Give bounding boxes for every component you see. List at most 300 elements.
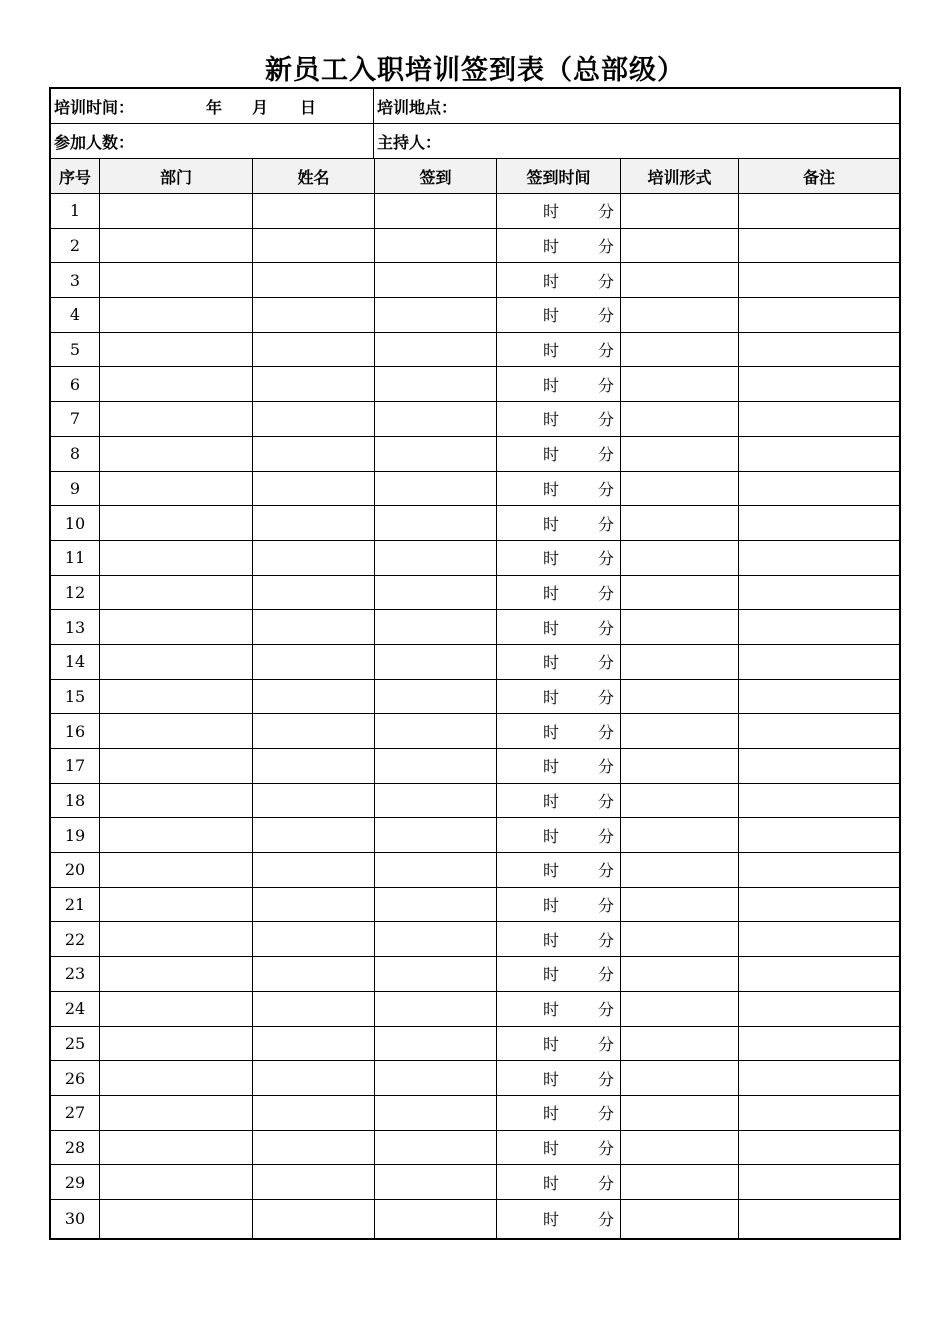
signature-cell[interactable]: [375, 645, 497, 679]
hour-label: 时: [543, 930, 560, 950]
department-cell[interactable]: [100, 992, 253, 1026]
hour-label: 时: [543, 618, 560, 638]
host-label: 主持人：: [377, 132, 442, 152]
minute-label: 分: [598, 861, 615, 881]
department-cell[interactable]: [100, 888, 253, 922]
department-cell[interactable]: [100, 680, 253, 714]
department-cell[interactable]: [100, 1165, 253, 1199]
header-remarks: 备注: [802, 167, 835, 187]
signature-cell[interactable]: [375, 263, 497, 297]
department-cell[interactable]: [100, 714, 253, 748]
remarks-cell[interactable]: [739, 680, 899, 714]
minute-label: 分: [598, 237, 615, 257]
row-number: 24: [51, 992, 100, 1026]
training-format-cell[interactable]: [621, 437, 739, 471]
hour-label: 时: [543, 202, 560, 222]
sign-time-cell[interactable]: [497, 298, 621, 332]
signature-cell[interactable]: [375, 610, 497, 644]
training-location-field[interactable]: [374, 89, 899, 123]
table-row: [51, 922, 899, 957]
table-row: [51, 957, 899, 992]
name-cell[interactable]: [253, 367, 375, 401]
table-row: [51, 818, 899, 853]
remarks-cell[interactable]: [739, 263, 899, 297]
table-row: [51, 714, 899, 749]
signature-cell[interactable]: [375, 298, 497, 332]
department-cell[interactable]: [100, 367, 253, 401]
sign-time-cell[interactable]: [497, 367, 621, 401]
name-cell[interactable]: [253, 610, 375, 644]
department-cell[interactable]: [100, 1061, 253, 1095]
minute-label: 分: [598, 479, 615, 499]
table-row: [51, 1061, 899, 1096]
remarks-cell[interactable]: [739, 749, 899, 783]
training-format-cell[interactable]: [621, 1165, 739, 1199]
sign-time-cell[interactable]: [497, 922, 621, 956]
sign-time-cell[interactable]: [497, 1165, 621, 1199]
table-row: [51, 402, 899, 437]
remarks-cell[interactable]: [739, 506, 899, 540]
sign-time-cell[interactable]: [497, 1027, 621, 1061]
table-row: [51, 367, 899, 402]
remarks-cell[interactable]: [739, 922, 899, 956]
hour-label: 时: [543, 445, 560, 465]
hour-label: 时: [543, 514, 560, 534]
row-number: 4: [51, 298, 100, 332]
row-number: 16: [51, 714, 100, 748]
hour-label: 时: [543, 341, 560, 361]
department-cell[interactable]: [100, 645, 253, 679]
minute-label: 分: [598, 687, 615, 707]
minute-label: 分: [598, 1000, 615, 1020]
remarks-cell[interactable]: [739, 1131, 899, 1165]
department-cell[interactable]: [100, 610, 253, 644]
minute-label: 分: [598, 826, 615, 846]
minute-label: 分: [598, 653, 615, 673]
sign-time-cell[interactable]: [497, 957, 621, 991]
training-format-cell[interactable]: [621, 402, 739, 436]
remarks-cell[interactable]: [739, 853, 899, 887]
training-format-cell[interactable]: [621, 749, 739, 783]
table-row: [51, 263, 899, 298]
department-cell[interactable]: [100, 784, 253, 818]
minute-label: 分: [598, 306, 615, 326]
training-format-cell[interactable]: [621, 263, 739, 297]
table-row: [51, 541, 899, 576]
table-row: [51, 992, 899, 1027]
minute-label: 分: [598, 410, 615, 430]
sign-time-cell[interactable]: [497, 333, 621, 367]
table-row: [51, 1027, 899, 1062]
department-cell[interactable]: [100, 1027, 253, 1061]
name-cell[interactable]: [253, 298, 375, 332]
hour-label: 时: [543, 375, 560, 395]
training-location-label: 培训地点：: [377, 97, 458, 117]
signature-cell[interactable]: [375, 749, 497, 783]
sign-time-cell[interactable]: [497, 992, 621, 1026]
row-number: 20: [51, 853, 100, 887]
signature-cell[interactable]: [375, 506, 497, 540]
signature-cell[interactable]: [375, 1131, 497, 1165]
name-cell[interactable]: [253, 957, 375, 991]
signature-cell[interactable]: [375, 1096, 497, 1130]
department-cell[interactable]: [100, 1096, 253, 1130]
training-format-cell[interactable]: [621, 298, 739, 332]
row-number: 17: [51, 749, 100, 783]
remarks-cell[interactable]: [739, 1027, 899, 1061]
training-format-cell[interactable]: [621, 1096, 739, 1130]
remarks-cell[interactable]: [739, 333, 899, 367]
training-format-cell[interactable]: [621, 1027, 739, 1061]
table-row: [51, 333, 899, 368]
signature-cell[interactable]: [375, 714, 497, 748]
remarks-cell[interactable]: [739, 367, 899, 401]
name-cell[interactable]: [253, 229, 375, 263]
row-number: 7: [51, 402, 100, 436]
name-cell[interactable]: [253, 1061, 375, 1095]
remarks-cell[interactable]: [739, 437, 899, 471]
table-row: [51, 229, 899, 264]
participant-count-label: 参加人数：: [54, 132, 135, 152]
training-time-field[interactable]: [51, 89, 374, 123]
remarks-cell[interactable]: [739, 472, 899, 506]
hour-label: 时: [543, 1000, 560, 1020]
signature-cell[interactable]: [375, 1165, 497, 1199]
sign-time-cell[interactable]: [497, 1131, 621, 1165]
minute-label: 分: [598, 1173, 615, 1193]
table-row: [51, 576, 899, 611]
hour-label: 时: [543, 410, 560, 430]
name-cell[interactable]: [253, 922, 375, 956]
minute-label: 分: [598, 722, 615, 742]
name-cell[interactable]: [253, 506, 375, 540]
hour-label: 时: [543, 1069, 560, 1089]
sign-time-cell[interactable]: [497, 818, 621, 852]
department-cell[interactable]: [100, 922, 253, 956]
row-number: 21: [51, 888, 100, 922]
name-cell[interactable]: [253, 888, 375, 922]
hour-label: 时: [543, 687, 560, 707]
remarks-cell[interactable]: [739, 1165, 899, 1199]
name-cell[interactable]: [253, 680, 375, 714]
header-name: 姓名: [253, 159, 375, 193]
signature-cell[interactable]: [375, 437, 497, 471]
minute-label: 分: [598, 618, 615, 638]
row-number: 10: [51, 506, 100, 540]
hour-label: 时: [543, 271, 560, 291]
remarks-cell[interactable]: [739, 992, 899, 1026]
signature-cell[interactable]: [375, 472, 497, 506]
training-format-cell[interactable]: [621, 367, 739, 401]
sign-time-cell[interactable]: [497, 194, 621, 228]
row-number: 6: [51, 367, 100, 401]
row-number: 29: [51, 1165, 100, 1199]
department-cell[interactable]: [100, 1200, 253, 1238]
signature-cell[interactable]: [375, 784, 497, 818]
sign-time-cell[interactable]: [497, 645, 621, 679]
training-format-cell[interactable]: [621, 784, 739, 818]
name-cell[interactable]: [253, 818, 375, 852]
training-format-cell[interactable]: [621, 853, 739, 887]
name-cell[interactable]: [253, 714, 375, 748]
name-cell[interactable]: [253, 576, 375, 610]
header-sign: 签到: [375, 159, 497, 193]
name-cell[interactable]: [253, 645, 375, 679]
sign-time-cell[interactable]: [497, 1096, 621, 1130]
month-label: 月: [252, 97, 269, 117]
hour-label: 时: [543, 826, 560, 846]
name-cell[interactable]: [253, 749, 375, 783]
table-row: [51, 298, 899, 333]
sign-time-cell[interactable]: [497, 714, 621, 748]
hour-label: 时: [543, 1034, 560, 1054]
signature-cell[interactable]: [375, 957, 497, 991]
signature-cell[interactable]: [375, 402, 497, 436]
department-cell[interactable]: [100, 853, 253, 887]
name-cell[interactable]: [253, 1131, 375, 1165]
sign-time-cell[interactable]: [497, 506, 621, 540]
sign-time-cell[interactable]: [497, 1200, 621, 1238]
day-label: 日: [300, 97, 317, 117]
department-cell[interactable]: [100, 576, 253, 610]
training-format-cell[interactable]: [621, 714, 739, 748]
signature-cell[interactable]: [375, 853, 497, 887]
department-cell[interactable]: [100, 506, 253, 540]
hour-label: 时: [543, 722, 560, 742]
table-row: [51, 1096, 899, 1131]
sign-time-cell[interactable]: [497, 229, 621, 263]
minute-label: 分: [598, 930, 615, 950]
hour-label: 时: [543, 479, 560, 499]
name-cell[interactable]: [253, 194, 375, 228]
department-cell[interactable]: [100, 472, 253, 506]
row-number: 18: [51, 784, 100, 818]
sign-time-cell[interactable]: [497, 749, 621, 783]
remarks-cell[interactable]: [739, 576, 899, 610]
hour-label: 时: [543, 792, 560, 812]
minute-label: 分: [598, 445, 615, 465]
remarks-cell[interactable]: [739, 818, 899, 852]
page-title: 新员工入职培训签到表（总部级）: [265, 55, 685, 86]
row-number: 22: [51, 922, 100, 956]
sign-time-cell[interactable]: [497, 263, 621, 297]
department-cell[interactable]: [100, 229, 253, 263]
remarks-cell[interactable]: [739, 194, 899, 228]
hour-label: 时: [543, 861, 560, 881]
signature-cell[interactable]: [375, 922, 497, 956]
row-number: 12: [51, 576, 100, 610]
host-field[interactable]: [374, 124, 899, 158]
remarks-cell[interactable]: [739, 402, 899, 436]
sign-time-cell[interactable]: [497, 576, 621, 610]
row-number: 26: [51, 1061, 100, 1095]
minute-label: 分: [598, 1069, 615, 1089]
name-cell[interactable]: [253, 402, 375, 436]
minute-label: 分: [598, 583, 615, 603]
department-cell[interactable]: [100, 194, 253, 228]
signature-cell[interactable]: [375, 367, 497, 401]
row-number: 2: [51, 229, 100, 263]
remarks-cell[interactable]: [739, 645, 899, 679]
hour-label: 时: [543, 1104, 560, 1124]
name-cell[interactable]: [253, 992, 375, 1026]
name-cell[interactable]: [253, 853, 375, 887]
name-cell[interactable]: [253, 1027, 375, 1061]
row-number: 3: [51, 263, 100, 297]
training-format-cell[interactable]: [621, 1061, 739, 1095]
remarks-cell[interactable]: [739, 298, 899, 332]
sign-time-cell[interactable]: [497, 1061, 621, 1095]
signature-cell[interactable]: [375, 680, 497, 714]
row-number: 9: [51, 472, 100, 506]
signature-cell[interactable]: [375, 541, 497, 575]
participant-count-field[interactable]: [51, 124, 374, 158]
training-format-cell[interactable]: [621, 194, 739, 228]
hour-label: 时: [543, 757, 560, 777]
department-cell[interactable]: [100, 263, 253, 297]
hour-label: 时: [543, 653, 560, 673]
table-row: [51, 1131, 899, 1166]
sign-time-cell[interactable]: [497, 888, 621, 922]
name-cell[interactable]: [253, 1165, 375, 1199]
hour-label: 时: [543, 237, 560, 257]
remarks-cell[interactable]: [739, 1200, 899, 1238]
training-format-cell[interactable]: [621, 229, 739, 263]
training-format-cell[interactable]: [621, 333, 739, 367]
hour-label: 时: [543, 965, 560, 985]
training-format-cell[interactable]: [621, 1200, 739, 1238]
minute-label: 分: [598, 792, 615, 812]
minute-label: 分: [598, 341, 615, 361]
minute-label: 分: [598, 549, 615, 569]
name-cell[interactable]: [253, 263, 375, 297]
table-body: [51, 194, 899, 1238]
signature-cell[interactable]: [375, 888, 497, 922]
signature-cell[interactable]: [375, 992, 497, 1026]
signature-cell[interactable]: [375, 1061, 497, 1095]
minute-label: 分: [598, 375, 615, 395]
training-format-cell[interactable]: [621, 992, 739, 1026]
training-format-cell[interactable]: [621, 888, 739, 922]
name-cell[interactable]: [253, 1096, 375, 1130]
row-number: 13: [51, 610, 100, 644]
training-format-cell[interactable]: [621, 541, 739, 575]
training-time-label: 培训时间：: [54, 97, 135, 117]
department-cell[interactable]: [100, 333, 253, 367]
minute-label: 分: [598, 896, 615, 916]
department-cell[interactable]: [100, 957, 253, 991]
sign-time-cell[interactable]: [497, 853, 621, 887]
minute-label: 分: [598, 757, 615, 777]
sign-time-cell[interactable]: [497, 680, 621, 714]
name-cell[interactable]: [253, 784, 375, 818]
remarks-cell[interactable]: [739, 784, 899, 818]
sign-time-cell[interactable]: [497, 784, 621, 818]
remarks-cell[interactable]: [739, 610, 899, 644]
remarks-cell[interactable]: [739, 541, 899, 575]
training-format-cell[interactable]: [621, 645, 739, 679]
training-format-cell[interactable]: [621, 680, 739, 714]
remarks-cell[interactable]: [739, 714, 899, 748]
row-number: 19: [51, 818, 100, 852]
info-row-count-host: [51, 124, 899, 159]
signature-cell[interactable]: [375, 1200, 497, 1238]
row-number: 8: [51, 437, 100, 471]
minute-label: 分: [598, 1034, 615, 1054]
sign-in-sheet: [49, 87, 901, 1240]
year-label: 年: [206, 97, 223, 117]
department-cell[interactable]: [100, 541, 253, 575]
row-number: 11: [51, 541, 100, 575]
training-format-cell[interactable]: [621, 818, 739, 852]
minute-label: 分: [598, 1104, 615, 1124]
department-cell[interactable]: [100, 298, 253, 332]
department-cell[interactable]: [100, 818, 253, 852]
hour-label: 时: [543, 583, 560, 603]
sign-time-cell[interactable]: [497, 472, 621, 506]
sign-time-cell[interactable]: [497, 437, 621, 471]
training-format-cell[interactable]: [621, 610, 739, 644]
name-cell[interactable]: [253, 541, 375, 575]
department-cell[interactable]: [100, 402, 253, 436]
remarks-cell[interactable]: [739, 229, 899, 263]
training-format-cell[interactable]: [621, 506, 739, 540]
header-training-format: 培训形式: [621, 159, 739, 193]
remarks-cell[interactable]: [739, 888, 899, 922]
training-format-cell[interactable]: [621, 472, 739, 506]
header-department: 部门: [100, 159, 253, 193]
remarks-cell[interactable]: [739, 957, 899, 991]
row-number: 27: [51, 1096, 100, 1130]
training-format-cell[interactable]: [621, 1131, 739, 1165]
hour-label: 时: [543, 1138, 560, 1158]
table-row: [51, 1165, 899, 1200]
name-cell[interactable]: [253, 333, 375, 367]
signature-cell[interactable]: [375, 194, 497, 228]
name-cell[interactable]: [253, 437, 375, 471]
training-format-cell[interactable]: [621, 922, 739, 956]
remarks-cell[interactable]: [739, 1096, 899, 1130]
hour-label: 时: [543, 306, 560, 326]
table-row: [51, 853, 899, 888]
remarks-cell[interactable]: [739, 1061, 899, 1095]
table-row: [51, 610, 899, 645]
department-cell[interactable]: [100, 437, 253, 471]
signature-cell[interactable]: [375, 818, 497, 852]
row-number: 30: [51, 1200, 100, 1238]
name-cell[interactable]: [253, 472, 375, 506]
table-row: [51, 1200, 899, 1238]
hour-label: 时: [543, 549, 560, 569]
training-format-cell[interactable]: [621, 957, 739, 991]
table-header: [51, 159, 899, 194]
signature-cell[interactable]: [375, 229, 497, 263]
department-cell[interactable]: [100, 749, 253, 783]
sign-time-cell[interactable]: [497, 610, 621, 644]
sign-time-cell[interactable]: [497, 402, 621, 436]
signature-cell[interactable]: [375, 576, 497, 610]
header-sign-time: 签到时间: [497, 159, 621, 193]
department-cell[interactable]: [100, 1131, 253, 1165]
name-cell[interactable]: [253, 1200, 375, 1238]
row-number: 5: [51, 333, 100, 367]
sign-time-cell[interactable]: [497, 541, 621, 575]
table-row: [51, 888, 899, 923]
table-row: [51, 194, 899, 229]
signature-cell[interactable]: [375, 1027, 497, 1061]
signature-cell[interactable]: [375, 333, 497, 367]
training-format-cell[interactable]: [621, 576, 739, 610]
